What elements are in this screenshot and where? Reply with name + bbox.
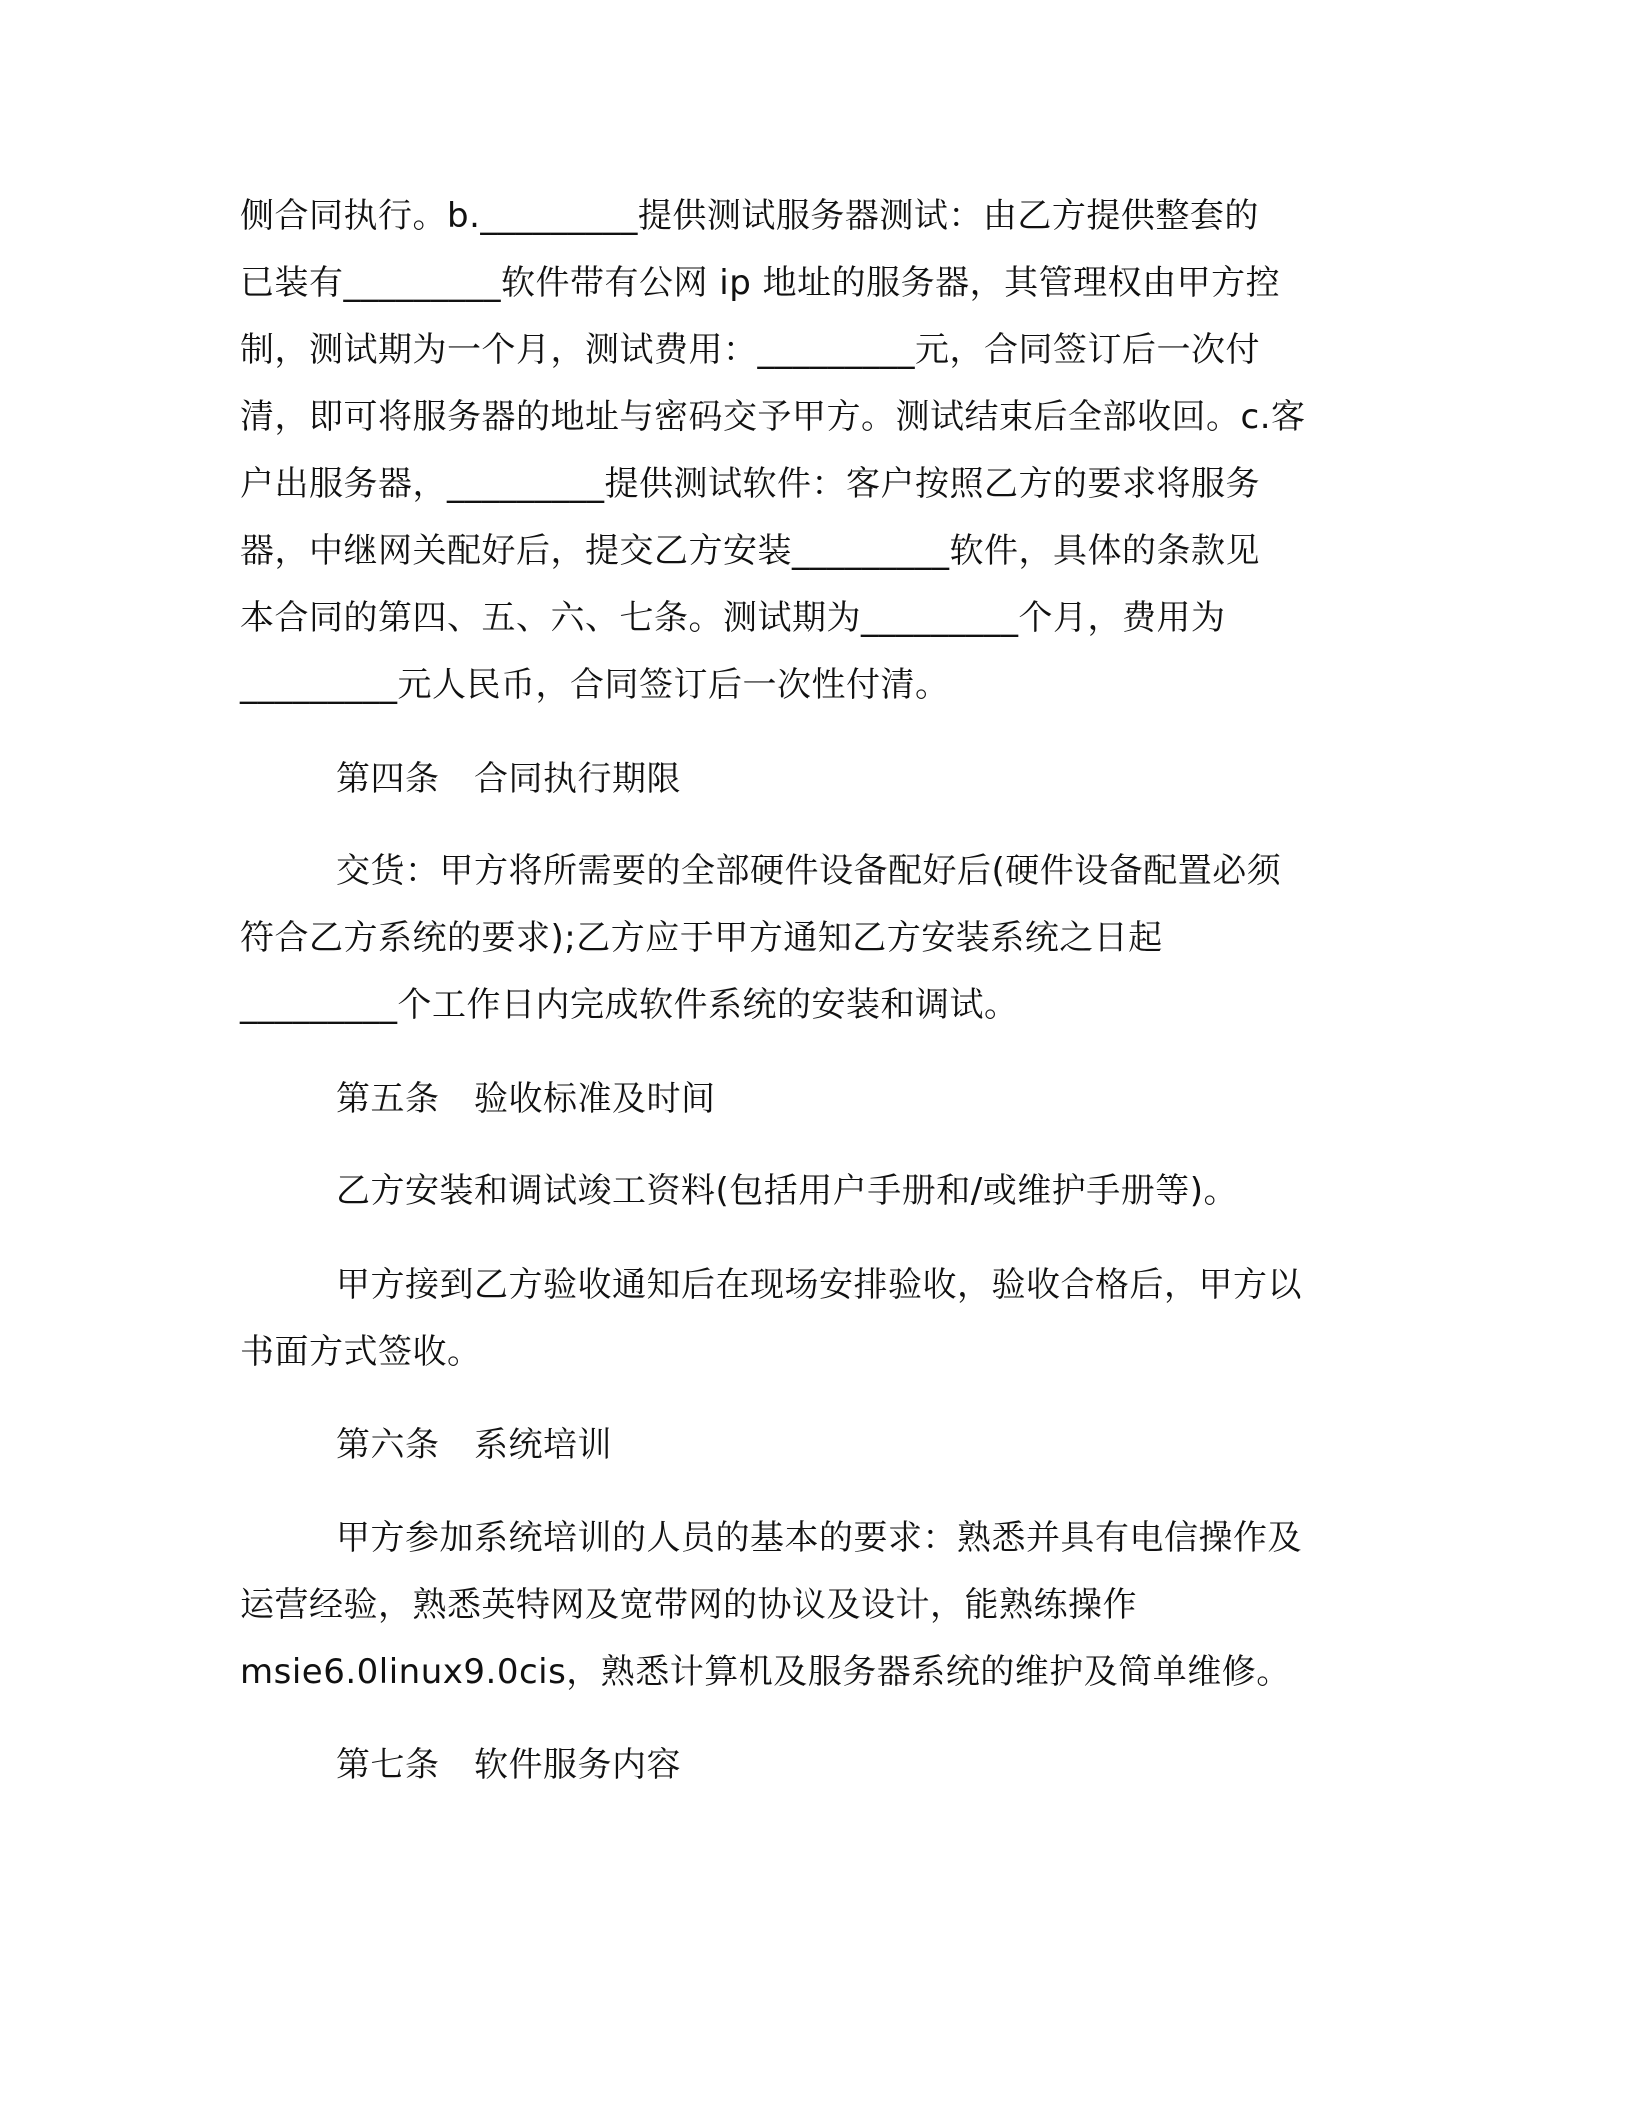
article-5-heading: 第五条 验收标准及时间	[336, 1079, 716, 1119]
text-line: 清，即可将服务器的地址与密码交予甲方。测试结束后全部收回。c.客	[240, 397, 1306, 437]
text-line: 乙方安装和调试竣工资料(包括用户手册和/或维护手册等)。	[336, 1171, 1238, 1211]
text-line: 甲方参加系统培训的人员的基本的要求：熟悉并具有电信操作及	[336, 1518, 1302, 1558]
text-line: 制，测试期为一个月，测试费用：_________元，合同签订后一次付	[240, 330, 1260, 370]
text-line: msie6.0linux9.0cis，熟悉计算机及服务器系统的维护及简单维修。	[240, 1652, 1291, 1692]
text-line: 符合乙方系统的要求);乙方应于甲方通知乙方安装系统之日起	[240, 918, 1163, 958]
text-line: 已装有_________软件带有公网 ip 地址的服务器，其管理权由甲方控	[240, 263, 1281, 303]
continuation-paragraph	[240, 183, 1400, 719]
text-line: 甲方接到乙方验收通知后在现场安排验收，验收合格后，甲方以	[336, 1265, 1302, 1305]
article-7-heading: 第七条 软件服务内容	[336, 1745, 681, 1785]
text-line: 本合同的第四、五、六、七条。测试期为_________个月，费用为	[240, 598, 1226, 638]
text-line: 交货：甲方将所需要的全部硬件设备配好后(硬件设备配置必须	[336, 851, 1282, 891]
article-6-heading: 第六条 系统培训	[336, 1425, 612, 1465]
text-line: 运营经验，熟悉英特网及宽带网的协议及设计，能熟练操作	[240, 1585, 1137, 1625]
article-5-paragraph-2	[240, 1252, 1400, 1386]
article-4-paragraph	[240, 838, 1400, 1039]
text-line: 器，中继网关配好后，提交乙方安装_________软件，具体的条款见	[240, 531, 1260, 571]
article-4-heading: 第四条 合同执行期限	[336, 759, 681, 799]
text-line: _________个工作日内完成软件系统的安装和调试。	[240, 985, 1019, 1025]
text-line: 户出服务器，_________提供测试软件：客户按照乙方的要求将服务	[240, 464, 1260, 504]
text-line: 书面方式签收。	[240, 1332, 482, 1372]
article-5-paragraph-1	[240, 1158, 1400, 1225]
text-line: 侧合同执行。b._________提供测试服务器测试：由乙方提供整套的	[240, 196, 1259, 236]
article-6-paragraph	[240, 1505, 1400, 1706]
text-line: _________元人民币，合同签订后一次性付清。	[240, 665, 950, 705]
